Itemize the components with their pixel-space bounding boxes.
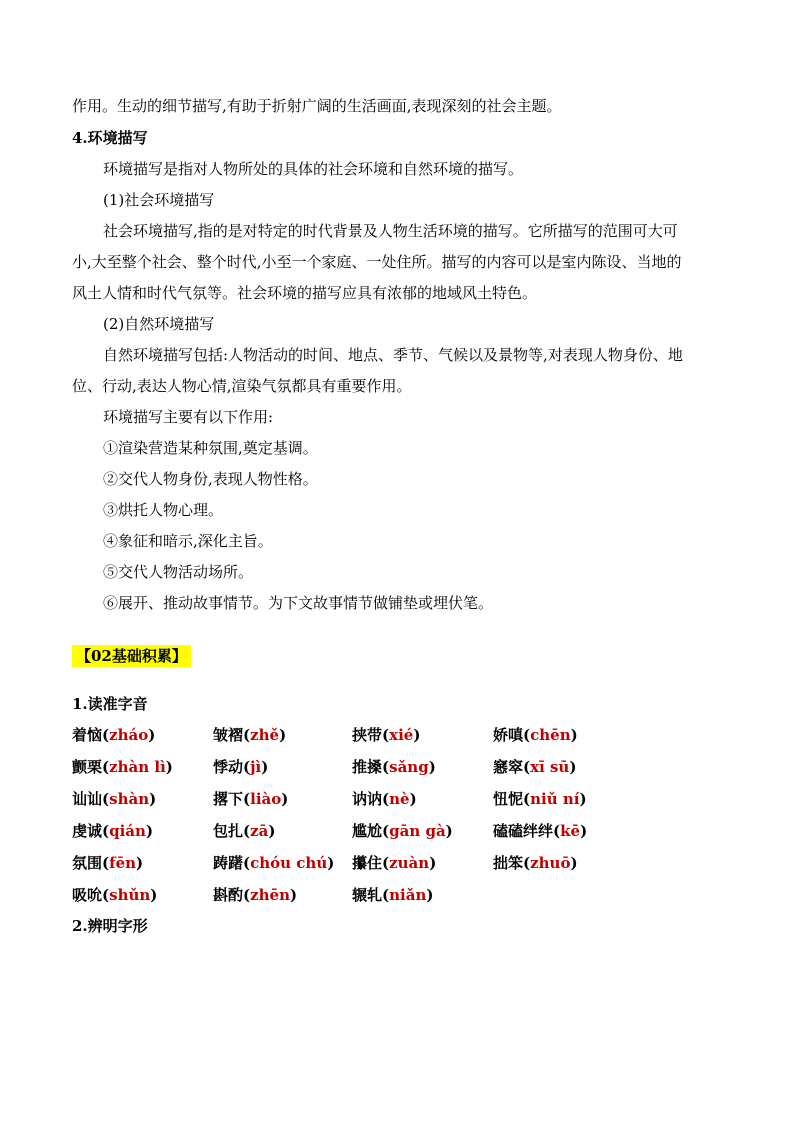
vocab-word: 窸窣	[493, 758, 524, 776]
vocab-word: 忸怩	[493, 790, 524, 808]
vocab-item: 磕磕绊绊(kē)	[493, 822, 588, 840]
social-environment-heading: (1)社会环境描写	[103, 191, 215, 209]
vocab-pinyin: niǎn	[389, 886, 427, 904]
vocab-row	[72, 885, 722, 917]
vocab-item: 颤栗(zhàn lì)	[72, 758, 173, 776]
vocab-item: 着恼(zháo)	[72, 726, 156, 744]
vocab-item: 悸动(jì)	[213, 758, 269, 776]
vocab-pinyin: xié	[389, 726, 414, 744]
vocab-word: 撂下	[213, 790, 244, 808]
vocab-pinyin: chēn	[530, 726, 571, 744]
vocab-item: 攥住(zuàn)	[352, 854, 437, 872]
vocab-word: 拙笨	[493, 854, 524, 872]
vocab-pinyin: qián	[109, 822, 146, 840]
vocab-pinyin: zhàn lì	[109, 758, 166, 776]
vocab-pinyin: chóu chú	[250, 854, 328, 872]
vocab-word: 斟酌	[213, 886, 244, 904]
vocab-word: 讪讪	[72, 790, 103, 808]
reading-heading: 1.读准字音	[72, 695, 148, 713]
vocab-item: 挟带(xié)	[352, 726, 421, 744]
vocab-pinyin: zhě	[250, 726, 280, 744]
vocab-pinyin: fēn	[109, 854, 137, 872]
vocab-pinyin: sǎng	[389, 758, 429, 776]
vocab-word: 皱褶	[213, 726, 244, 744]
vocab-item: 踌躇(chóu chú)	[213, 854, 335, 872]
vocab-item: 尴尬(gān gà)	[352, 822, 453, 840]
vocab-item: 撂下(liào)	[213, 790, 289, 808]
vocab-pinyin: zuàn	[389, 854, 430, 872]
social-paragraph-line: 社会环境描写,指的是对特定的时代背景及人物生活环境的描写。它所描写的范围可大可	[103, 222, 678, 240]
vocab-word: 包扎	[213, 822, 244, 840]
vocab-row	[72, 757, 722, 789]
vocab-item: 虔诚(qián)	[72, 822, 154, 840]
social-paragraph-line: 小,大至整个社会、整个时代,小至一个家庭、一处住所。描写的内容可以是室内陈设、当地的	[72, 253, 682, 271]
vocab-pinyin: nè	[389, 790, 410, 808]
vocab-grid	[72, 725, 722, 917]
vocab-pinyin: xī sū	[530, 758, 570, 776]
environment-intro: 环境描写是指对人物所处的具体的社会环境和自然环境的描写。	[103, 160, 524, 178]
vocab-pinyin: zháo	[109, 726, 149, 744]
vocab-item: 窸窣(xī sū)	[493, 758, 577, 776]
vocab-word: 磕磕绊绊	[493, 822, 554, 840]
vocab-pinyin: shàn	[109, 790, 150, 808]
vocab-word: 氛围	[72, 854, 103, 872]
natural-paragraph-line: 位、行动,表达人物心情,渲染气氛都具有重要作用。	[72, 377, 412, 395]
social-paragraph-line: 风土人情和时代气氛等。社会环境的描写应具有浓郁的地域风土特色。	[72, 284, 538, 302]
function-item: ④象征和暗示,深化主旨。	[103, 532, 273, 550]
section-heading-environment: 4.环境描写	[72, 129, 148, 147]
vocab-row	[72, 789, 722, 821]
vocab-word: 吸吮	[72, 886, 103, 904]
vocab-word: 娇嗔	[493, 726, 524, 744]
function-item: ③烘托人物心理。	[103, 501, 224, 519]
function-item: ⑥展开、推动故事情节。为下文故事情节做铺垫或埋伏笔。	[103, 594, 494, 612]
vocab-word: 虔诚	[72, 822, 103, 840]
vocab-row	[72, 853, 722, 885]
vocab-word: 推搡	[352, 758, 383, 776]
vocab-pinyin: zhuō	[530, 854, 571, 872]
vocab-word: 攥住	[352, 854, 383, 872]
natural-paragraph-line: 自然环境描写包括:人物活动的时间、地点、季节、气候以及景物等,对表现人物身份、地	[103, 346, 683, 364]
vocab-word: 讷讷	[352, 790, 383, 808]
function-item: ②交代人物身份,表现人物性格。	[103, 470, 318, 488]
vocab-pinyin: kē	[560, 822, 581, 840]
vocab-pinyin: shǔn	[109, 886, 151, 904]
vocab-word: 踌躇	[213, 854, 244, 872]
vocab-item: 拙笨(zhuō)	[493, 854, 578, 872]
shape-heading: 2.辨明字形	[72, 917, 148, 935]
vocab-row	[72, 821, 722, 853]
vocab-item: 氛围(fēn)	[72, 854, 144, 872]
function-item: ①渲染营造某种氛围,奠定基调。	[103, 439, 318, 457]
vocab-pinyin: jì	[250, 758, 262, 776]
vocab-pinyin: zhēn	[250, 886, 290, 904]
vocab-item: 讷讷(nè)	[352, 790, 417, 808]
paragraph-continuation: 作用。生动的细节描写,有助于折射广阔的生活画面,表现深刻的社会主题。	[72, 97, 562, 115]
function-item: ⑤交代人物活动场所。	[103, 563, 254, 581]
vocab-item: 忸怩(niǔ ní)	[493, 790, 587, 808]
vocab-pinyin: zā	[250, 822, 269, 840]
vocab-word: 颤栗	[72, 758, 103, 776]
vocab-item: 讪讪(shàn)	[72, 790, 157, 808]
vocab-row	[72, 725, 722, 757]
functions-intro: 环境描写主要有以下作用:	[103, 408, 274, 426]
vocab-word: 挟带	[352, 726, 383, 744]
vocab-item: 吸吮(shǔn)	[72, 886, 158, 904]
section-tag-basic-accumulation: 【02基础积累】	[72, 645, 191, 667]
vocab-pinyin: niǔ ní	[530, 790, 580, 808]
natural-environment-heading: (2)自然环境描写	[103, 315, 215, 333]
vocab-pinyin: liào	[250, 790, 282, 808]
vocab-item: 皱褶(zhě)	[213, 726, 287, 744]
vocab-item: 辗轧(niǎn)	[352, 886, 434, 904]
vocab-item: 娇嗔(chēn)	[493, 726, 578, 744]
vocab-item: 斟酌(zhēn)	[213, 886, 298, 904]
vocab-pinyin: gān gà	[389, 822, 446, 840]
vocab-word: 尴尬	[352, 822, 383, 840]
vocab-item: 推搡(sǎng)	[352, 758, 436, 776]
vocab-word: 着恼	[72, 726, 103, 744]
vocab-item: 包扎(zā)	[213, 822, 276, 840]
vocab-word: 悸动	[213, 758, 244, 776]
vocab-word: 辗轧	[352, 886, 383, 904]
